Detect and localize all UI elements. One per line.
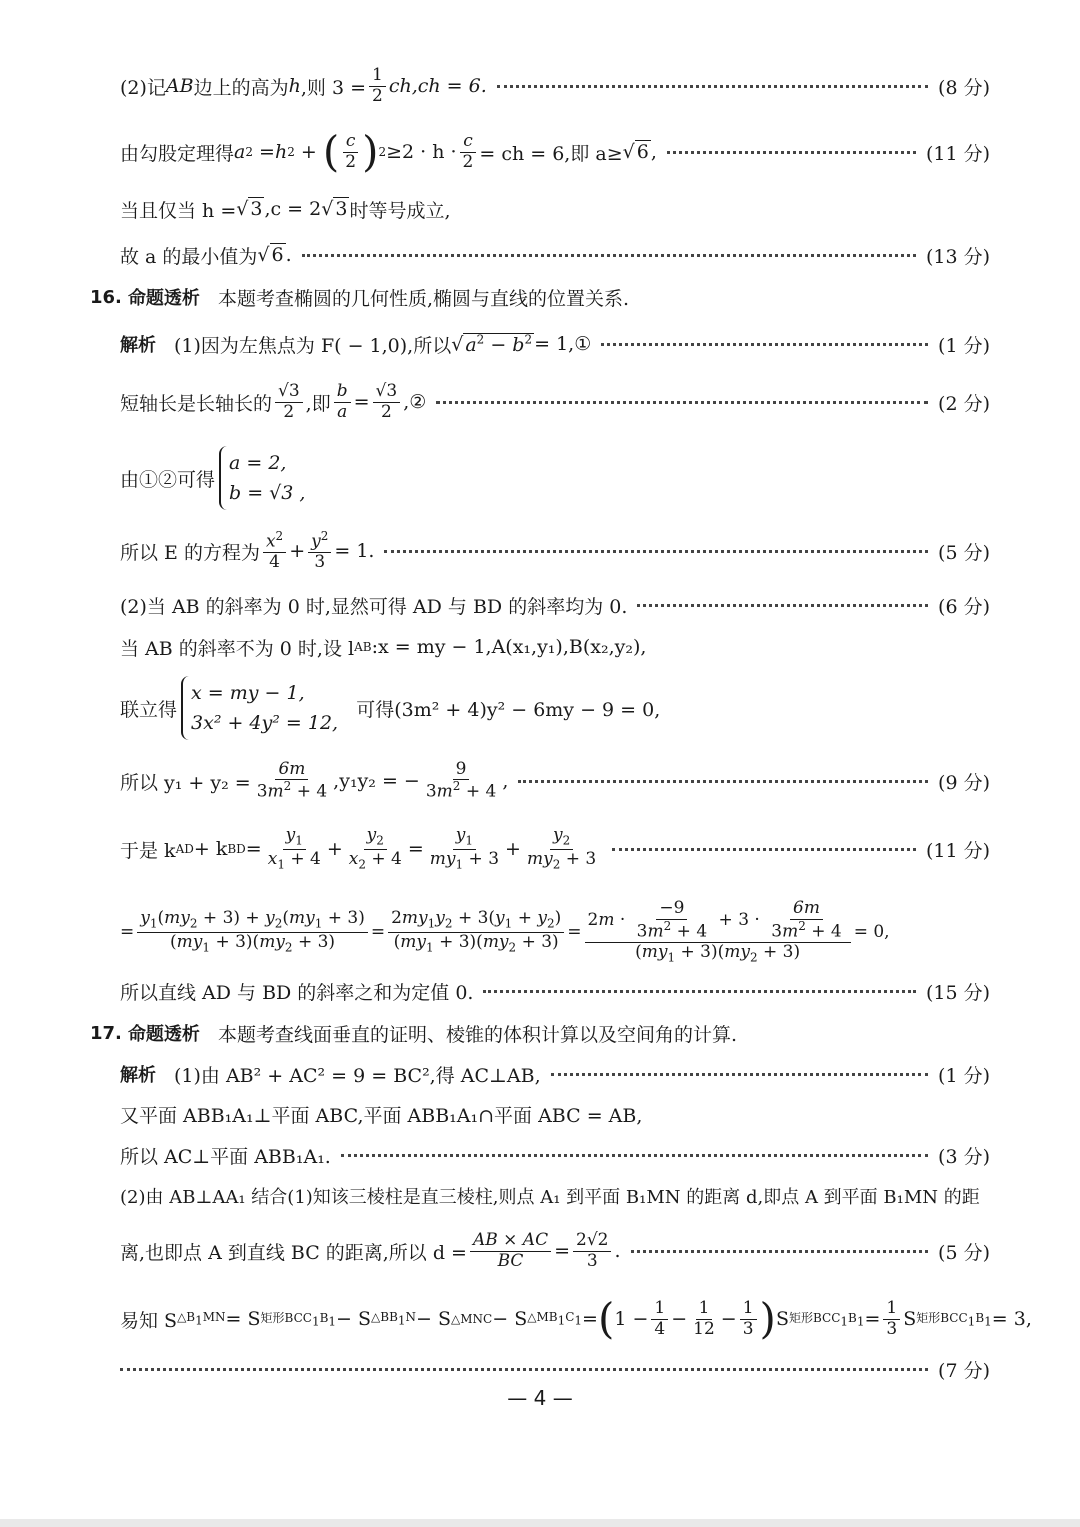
text: = 1. — [334, 540, 375, 562]
q15-line-3: 当且仅当 h = √ 3 ,c = 2 √ 3 时等号成立, — [120, 194, 990, 224]
text: 所以 E 的方程为 — [120, 541, 260, 564]
equation: b = √3 , — [229, 482, 306, 504]
q16-line-6 — [120, 632, 990, 662]
equation: x = my − 1, — [191, 681, 305, 704]
text: = — [353, 391, 370, 413]
text: (1)因为左焦点为 F( − 1,0),所以 — [174, 334, 452, 357]
text: 离,也即点 A 到直线 BC 的距离,所以 d = — [120, 1241, 467, 1264]
q16-line-9: 于是 k AD + k BD = $\frac{y_1}{x_1 + 4}$ + $\frac{y_2}{x_2 + 4}$ = $\frac{y_1}{my_1 + 3}$ + $\frac{y_2}{my_2 + 3}$ (11 分) — [120, 825, 990, 871]
text: , — [650, 141, 657, 163]
text: = — [245, 838, 262, 860]
text: − S — [336, 1308, 372, 1330]
score-label: (5 分) — [938, 541, 990, 564]
score-label: (9 分) — [938, 771, 990, 794]
leader-dots — [551, 1073, 928, 1076]
text: = S — [225, 1308, 261, 1330]
solution-label: 解析 — [120, 335, 156, 356]
question-number: 17. — [90, 1022, 122, 1044]
score-label: (7 分) — [938, 1359, 990, 1382]
text: . — [614, 1240, 621, 1262]
text: = — [554, 1240, 571, 1262]
fraction: $\frac{1}{2}$ — [369, 66, 386, 106]
text: ,即 — [305, 392, 331, 415]
text: ,y₁y₂ = − — [333, 770, 420, 792]
q17-line-1 — [120, 1059, 990, 1089]
text: :x = my − 1,A(x₁,y₁),B(x₂,y₂), — [371, 636, 647, 658]
leader-dots — [601, 343, 928, 346]
q16-line-2: 短轴长是长轴长的 $\frac{√3}{2}$ ,即 $\frac{b}{a}$ = $\frac{√3}{2}$ ,② (2 分) — [120, 380, 990, 422]
text: (1)由 AB² + AC² = 9 = BC²,得 AC⊥AB, — [174, 1064, 541, 1087]
text: 可得(3m² + 4)y² − 6my − 9 = 0, — [356, 698, 661, 721]
text: 故 a 的最小值为 — [120, 245, 258, 268]
text: 所以 AC⊥平面 ABB₁A₁. — [120, 1145, 331, 1168]
q15-line-2: 由勾股定理得 a 2 = h 2 + ( $\frac{c}{2}$ ) 2 ≥2 · h · $\frac{c}{2}$ = ch = 6,即 a≥ √ 6 , (11 分) — [120, 127, 990, 176]
section-label: 命题透析 — [127, 1024, 200, 1045]
text: 短轴长是长轴长的 — [120, 392, 273, 415]
text: 于是 k — [120, 839, 176, 862]
q17-line-4 — [120, 1181, 1000, 1211]
text: AB — [165, 75, 194, 97]
leader-dots — [497, 85, 928, 88]
text: ≥2 · h · — [386, 141, 457, 163]
q16-line-4: 所以 E 的方程为 $\frac{x^2}{4}$ + $\frac{y^2}{3}$ = 1. (5 分) — [120, 528, 990, 572]
text: = 3, — [991, 1308, 1032, 1330]
q16-line-10: = $\frac{y_1(my_2 + 3) + y_2(my_1 + 3)}{(my_1 + 3)(my_2 + 3)}$ = $\frac{2my_1y_2 + 3(y_1 + y_2)}{(my_1 + 3)(my_2 + 3)}$ = 2m · $\frac{-9}{3m^2 + 4}$ + 3 · $\frac{6m}{3m^2 + 4}$ $(my_1 + 3)(my_2 + 3)$ = 0, — [120, 898, 890, 965]
leader-dots — [612, 848, 916, 851]
score-label: (3 分) — [938, 1145, 990, 1168]
text: . — [285, 244, 292, 266]
text: 又平面 ABB₁A₁⊥平面 ABC,平面 ABB₁A₁∩平面 ABC = AB, — [120, 1104, 643, 1127]
question-summary: 本题考查线面垂直的证明、棱锥的体积计算以及空间角的计算. — [217, 1023, 737, 1046]
subscript: AB — [354, 640, 372, 654]
q15-line-1 — [120, 66, 990, 106]
text: ch,ch = 6. — [388, 75, 487, 97]
subscript: AD — [175, 842, 194, 856]
leader-dots — [483, 990, 915, 993]
score-label: (6 分) — [938, 595, 990, 618]
q17-line-3 — [120, 1140, 990, 1170]
subscript: BD — [227, 842, 246, 856]
text: = 1,① — [534, 333, 592, 355]
text: h — [288, 75, 301, 97]
equation-system — [181, 676, 338, 741]
solution-label: 解析 — [120, 1065, 156, 1086]
text: + k — [193, 838, 228, 860]
text: S — [903, 1308, 917, 1330]
score-label: (13 分) — [925, 245, 990, 268]
text: 易知 S — [120, 1309, 178, 1332]
q16-line-1: 解析 (1)因为左焦点为 F( − 1,0),所以 √ $a^2 - b^2$ = 1,① (1 分) — [120, 332, 990, 357]
text: 当 AB 的斜率不为 0 时,设 l — [120, 637, 355, 660]
leader-dots — [518, 780, 928, 783]
equation: a = 2, — [229, 451, 287, 474]
q16-line-11 — [120, 976, 990, 1006]
text: 边上的高为 — [193, 76, 289, 99]
leader-dots — [667, 151, 916, 154]
section-label: 命题透析 — [127, 288, 200, 309]
text: 所以直线 AD 与 BD 的斜率之和为定值 0. — [120, 981, 474, 1004]
score-label: (11 分) — [925, 142, 990, 165]
q17-line-7 — [120, 1354, 990, 1384]
page-number: — 4 — — [507, 1386, 573, 1410]
score-label: (2 分) — [938, 392, 990, 415]
text: 联立得 — [120, 698, 178, 721]
q16-line-3 — [120, 444, 990, 512]
text: 当且仅当 h = — [120, 199, 237, 222]
text: ,c = 2 — [264, 198, 322, 220]
text: = — [120, 922, 135, 942]
question-number: 16. — [90, 286, 122, 308]
score-label: (11 分) — [925, 839, 990, 862]
score-label: (1 分) — [938, 334, 990, 357]
q17-line-2 — [120, 1099, 990, 1129]
leader-dots — [637, 604, 928, 607]
equation: 3x² + 4y² = 12, — [191, 712, 339, 734]
bottom-edge — [0, 1519, 1080, 1527]
text: 由①②可得 — [120, 468, 216, 491]
text: ,则 3 = — [300, 76, 367, 99]
text: = — [582, 1308, 598, 1330]
leader-dots — [631, 1250, 929, 1253]
q16-header — [90, 282, 990, 312]
score-label: (8 分) — [938, 76, 990, 99]
text: 由勾股定理得 — [120, 142, 235, 165]
q17-line-6: 易知 S $\triangle B_1MN$ = S 矩形$BCC_1B_1$ − S $\triangle BB_1N$ − S △MNC − S $\triangle MB_1C_1$ = ( 1 − $\frac{1}{4}$ − $\frac{1}{12}$ − $\frac{1}{3}$ ) S 矩形$BCC_1B_1$ = $\frac{1}{3}$ S 矩形$BCC_1B_1$ = 3, — [120, 1294, 1032, 1343]
text: 所以 y₁ + y₂ = — [120, 771, 251, 794]
leader-dots — [384, 550, 928, 553]
q17-line-5: 离,也即点 A 到直线 BC 的距离,所以 d = $\frac{AB \times AC}{BC}$ = $\frac{2√2}{3}$ . (5 分) — [120, 1229, 990, 1271]
text: (2)记 — [120, 76, 166, 99]
q15-line-4: 故 a 的最小值为 √ 6 . (13 分) — [120, 240, 990, 270]
q16-line-7 — [120, 674, 990, 742]
text: , — [502, 770, 509, 792]
score-label: (1 分) — [938, 1064, 990, 1087]
q16-line-8: 所以 y₁ + y₂ = $\frac{6m}{3m^2 + 4}$ ,y₁y₂ = − $\frac{9}{3m^2 + 4}$ , (9 分) — [120, 758, 990, 802]
leader-dots — [341, 1154, 928, 1157]
text: S — [775, 1308, 789, 1330]
text: = ch = 6,即 a≥ — [479, 142, 623, 165]
text: − S — [492, 1308, 528, 1330]
question-summary: 本题考查椭圆的几何性质,椭圆与直线的位置关系. — [217, 287, 630, 310]
text: 时等号成立, — [349, 199, 451, 222]
score-label: (5 分) — [938, 1241, 990, 1264]
text: (2)由 AB⊥AA₁ 结合(1)知该三棱柱是直三棱柱,则点 A₁ 到平面 B₁MN 的距离 d,即点 A 到平面 B₁MN 的距 — [120, 1187, 980, 1208]
text: − S — [416, 1308, 452, 1330]
q17-header — [90, 1018, 990, 1048]
leader-dots — [436, 401, 928, 404]
text: + — [289, 540, 306, 562]
score-label: (15 分) — [925, 981, 990, 1004]
text: ,② — [403, 391, 427, 413]
equation-system — [219, 446, 305, 511]
q16-line-5 — [120, 590, 990, 620]
text: = — [864, 1308, 881, 1330]
leader-dots — [120, 1368, 928, 1371]
text: = 0, — [853, 922, 890, 942]
text: (2)当 AB 的斜率为 0 时,显然可得 AD 与 BD 的斜率均为 0. — [120, 595, 628, 618]
leader-dots — [302, 254, 916, 257]
